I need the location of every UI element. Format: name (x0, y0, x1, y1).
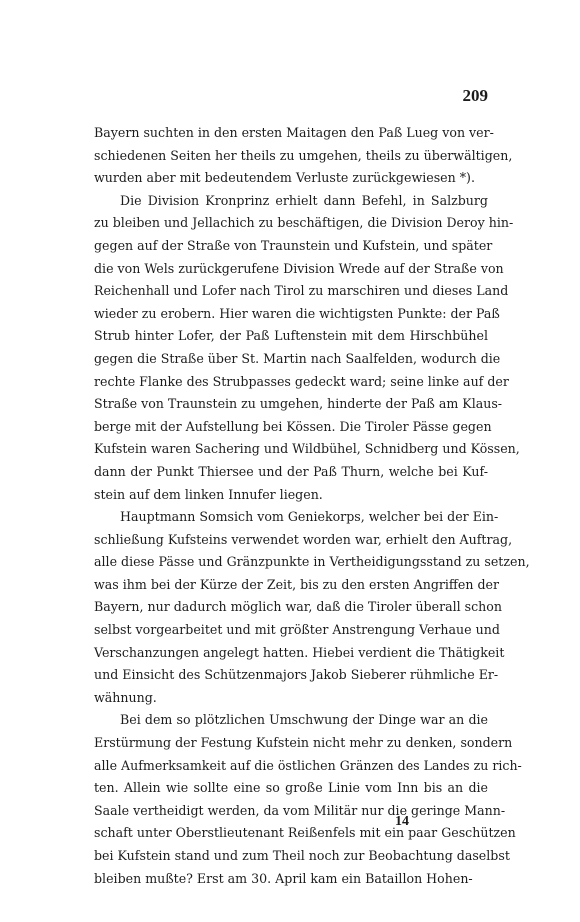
text-line: ten. Allein wie sollte eine so große Linie vom Inn bis an die (94, 780, 488, 796)
text-line: Bei dem so plötzlichen Umschwung der Dinge war an die (120, 712, 488, 728)
text-line: Kufstein waren Sachering und Wildbühel, Schnidberg und Kössen, (94, 441, 520, 457)
page-number: 209 (462, 86, 488, 105)
text-line: selbst vorgearbeitet und mit größter Anstrengung Verhaue und (94, 622, 500, 638)
text-line: Reichenhall und Lofer nach Tirol zu marschiren und dieses Land (94, 283, 509, 299)
text-line: die von Wels zurückgerufene Division Wrede auf der Straße von (94, 260, 504, 276)
text-line: gegen die Straße über St. Martin nach Saalfelden, wodurch die (94, 350, 501, 366)
text-line: Bayern suchten in den ersten Maitagen den Paß Lueg von ver- (94, 125, 494, 140)
text-line: Bayern, nur dadurch möglich war, daß die Tiroler überall schon (94, 599, 502, 615)
text-line: Die Division Kronprinz erhielt dann Befehl, in Salzburg (120, 192, 488, 208)
paragraph (94, 190, 520, 506)
paragraph (94, 506, 530, 709)
paragraph (94, 122, 513, 190)
text-line: stein auf dem linken Innufer liegen. (94, 486, 323, 502)
text-line: wieder zu erobern. Hier waren die wichtigsten Punkte: der Paß (94, 305, 500, 321)
text-line: was ihm bei der Kürze der Zeit, bis zu den ersten Angriffen der (94, 576, 499, 592)
text-line: Verschanzungen angelegt hatten. Hiebei verdient die Thätigkeit (94, 644, 505, 660)
text-line: zu bleiben und Jellachich zu beschäftigen, die Division Deroy hin- (94, 215, 514, 231)
text-line: wurden aber mit bedeutendem Verluste zurückgewiesen *). (94, 170, 475, 186)
text-line: gegen auf der Straße von Traunstein und Kufstein, und später (94, 237, 493, 253)
signature-mark: 14 (395, 814, 409, 829)
text-line: wähnung. (94, 689, 157, 705)
text-line: schiedenen Seiten her theils zu umgehen, theils zu überwältigen, (94, 147, 513, 163)
text-line: Erstürmung der Festung Kufstein nicht mehr zu denken, sondern (94, 735, 513, 751)
paragraph (94, 709, 522, 890)
text-line: bleiben mußte? Erst am 30. April kam ein Bataillon Hohen- (94, 870, 473, 886)
text-line: dann der Punkt Thiersee und der Paß Thurn, welche bei Kuf- (94, 463, 488, 479)
body-text (94, 122, 530, 890)
text-line: schließung Kufsteins verwendet worden war, erhielt den Auftrag, (94, 531, 513, 547)
text-line: berge mit der Aufstellung bei Kössen. Die Tiroler Pässe gegen (94, 418, 492, 434)
text-line: Hauptmann Somsich vom Geniekorps, welcher bei der Ein- (120, 509, 499, 525)
text-line: alle Aufmerksamkeit auf die östlichen Gränzen des Landes zu rich- (94, 757, 522, 773)
text-line: rechte Flanke des Strubpasses gedeckt ward; seine linke auf der (94, 373, 509, 389)
text-line: Saale vertheidigt werden, da vom Militär nur die geringe Mann- (94, 802, 506, 818)
text-line: Straße von Traunstein zu umgehen, hinderte der Paß am Klaus- (94, 396, 503, 412)
text-line: alle diese Pässe und Gränzpunkte in Vertheidigungsstand zu setzen, (94, 554, 530, 570)
text-line: und Einsicht des Schützenmajors Jakob Sieberer rühmliche Er- (94, 667, 499, 683)
text-line: schaft unter Oberstlieutenant Reißenfels mit ein paar Geschützen (94, 825, 516, 841)
text-line: Strub hinter Lofer, der Paß Luftenstein mit dem Hirschbühel (94, 328, 488, 344)
text-line: bei Kufstein stand und zum Theil noch zur Beobachtung daselbst (94, 848, 510, 863)
